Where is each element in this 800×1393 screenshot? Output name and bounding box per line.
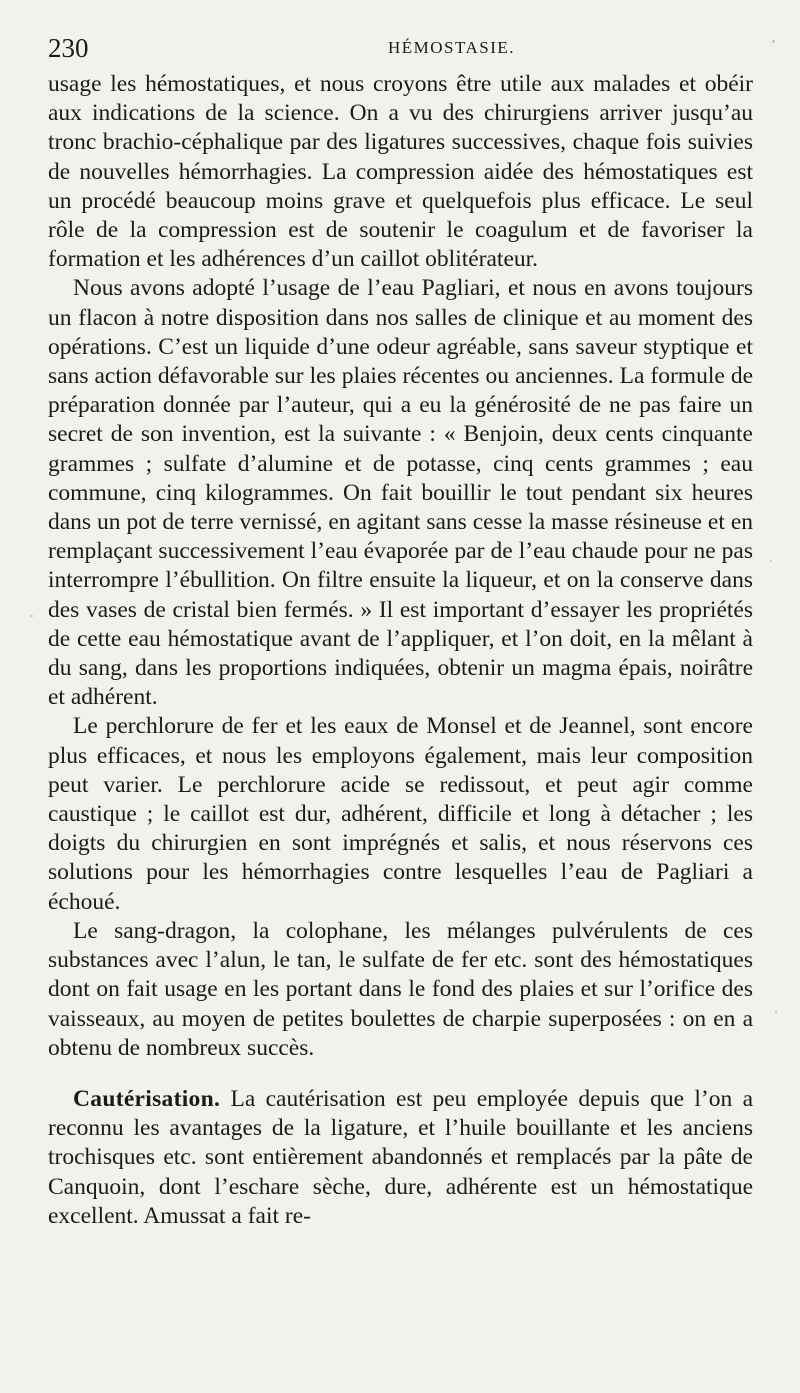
- paper-speck: [770, 560, 772, 562]
- paragraph-sang-dragon: Le sang-dragon, la colophane, les mélanges pulvérulents de ces substances avec l’alun, le tan, le sulfate de fer etc. sont des hémostatiques dont on fait usage en les portant dans le fond des plaies et sur l’orifice des vaisseaux, au moyen de petites boulettes de charpie superposées : on en a obtenu de nombreux succès.: [48, 917, 753, 1061]
- paper-speck: [30, 615, 33, 617]
- paragraph-continuation: usage les hémostatiques, et nous croyons être utile aux malades et obéir aux indications de la science. On a vu des chirurgiens arriver jusqu’au tronc brachio-céphalique par des ligatures successives, chaque fois suivies de nouvelles hémorrhagies. La compression aidée des hémostatiques est un procédé beaucoup moins grave et quelquefois plus efficace. Le seul rôle de la compression est de soutenir le coagulum et de favoriser la formation et les adhérences d’un caillot oblitérateur.: [48, 71, 753, 273]
- paper-speck: [775, 1010, 777, 1013]
- paragraph-perchlorure: Le perchlorure de fer et les eaux de Monsel et de Jeannel, sont encore plus efficaces, et nous les employons également, mais leur composition peut varier. Le perchlorure acide se redissout, et peut agir comme caustique ; le caillot est dur, adhérent, difficile et long à détacher ; les doigts du chirurgien en sont imprégnés et salis, et nous réservons ces solutions pour les hémorrhagies contre lesquelles l’eau de Pagliari a échoué.: [48, 713, 753, 915]
- section-heading: Cautérisation.: [73, 1085, 221, 1112]
- paragraph-cauterisation: [48, 1085, 753, 1231]
- running-title: HÉMOSTASIE.: [388, 38, 516, 57]
- page-header: [48, 28, 768, 68]
- paper-speck: [772, 40, 775, 43]
- paragraph-pagliari-water: Nous avons adopté l’usage de l’eau Pagliari, et nous en avons toujours un flacon à notre disposition dans nos salles de clinique et au moment des opérations. C’est un liquide d’une odeur agréable, sans saveur styptique et sans action défavorable sur les plaies récentes ou anciennes. La formule de préparation donnée par l’auteur, qui a eu la générosité de ne pas faire un secret de son invention, est la suivante : « Benjoin, deux cents cinquante grammes ; sulfate d’alumine et de potasse, cinq cents grammes ; eau commune, cinq kilogrammes. On fait bouillir le tout pendant six heures dans un pot de terre vernissé, en agitant sans cesse la masse résineuse et en remplaçant successivement l’eau évaporée par de l’eau chaude pour ne pas interrompre l’ébullition. On filtre ensuite la liqueur, et on la conserve dans des vases de cristal bien fermés. » Il est important d’essayer les propriétés de cette eau hémostatique avant de l’appliquer, et l’on doit, en la mêlant à du sang, dans les proportions indiquées, obtenir un magma épais, noirâtre et adhérent.: [48, 275, 753, 711]
- section-text: La cautérisation est peu employée depuis que l’on a reconnu les avantages de la ligature, et l’huile bouillante et les anciens trochisques etc. sont entièrement abandonnés et remplacés par la pâte de Canquoin, dont l’eschare sèche, dure, adhérente est un hémostatique excellent. Amussat a fait re-: [48, 1085, 753, 1229]
- page-number: 230: [48, 33, 89, 63]
- body-text: [48, 70, 753, 1231]
